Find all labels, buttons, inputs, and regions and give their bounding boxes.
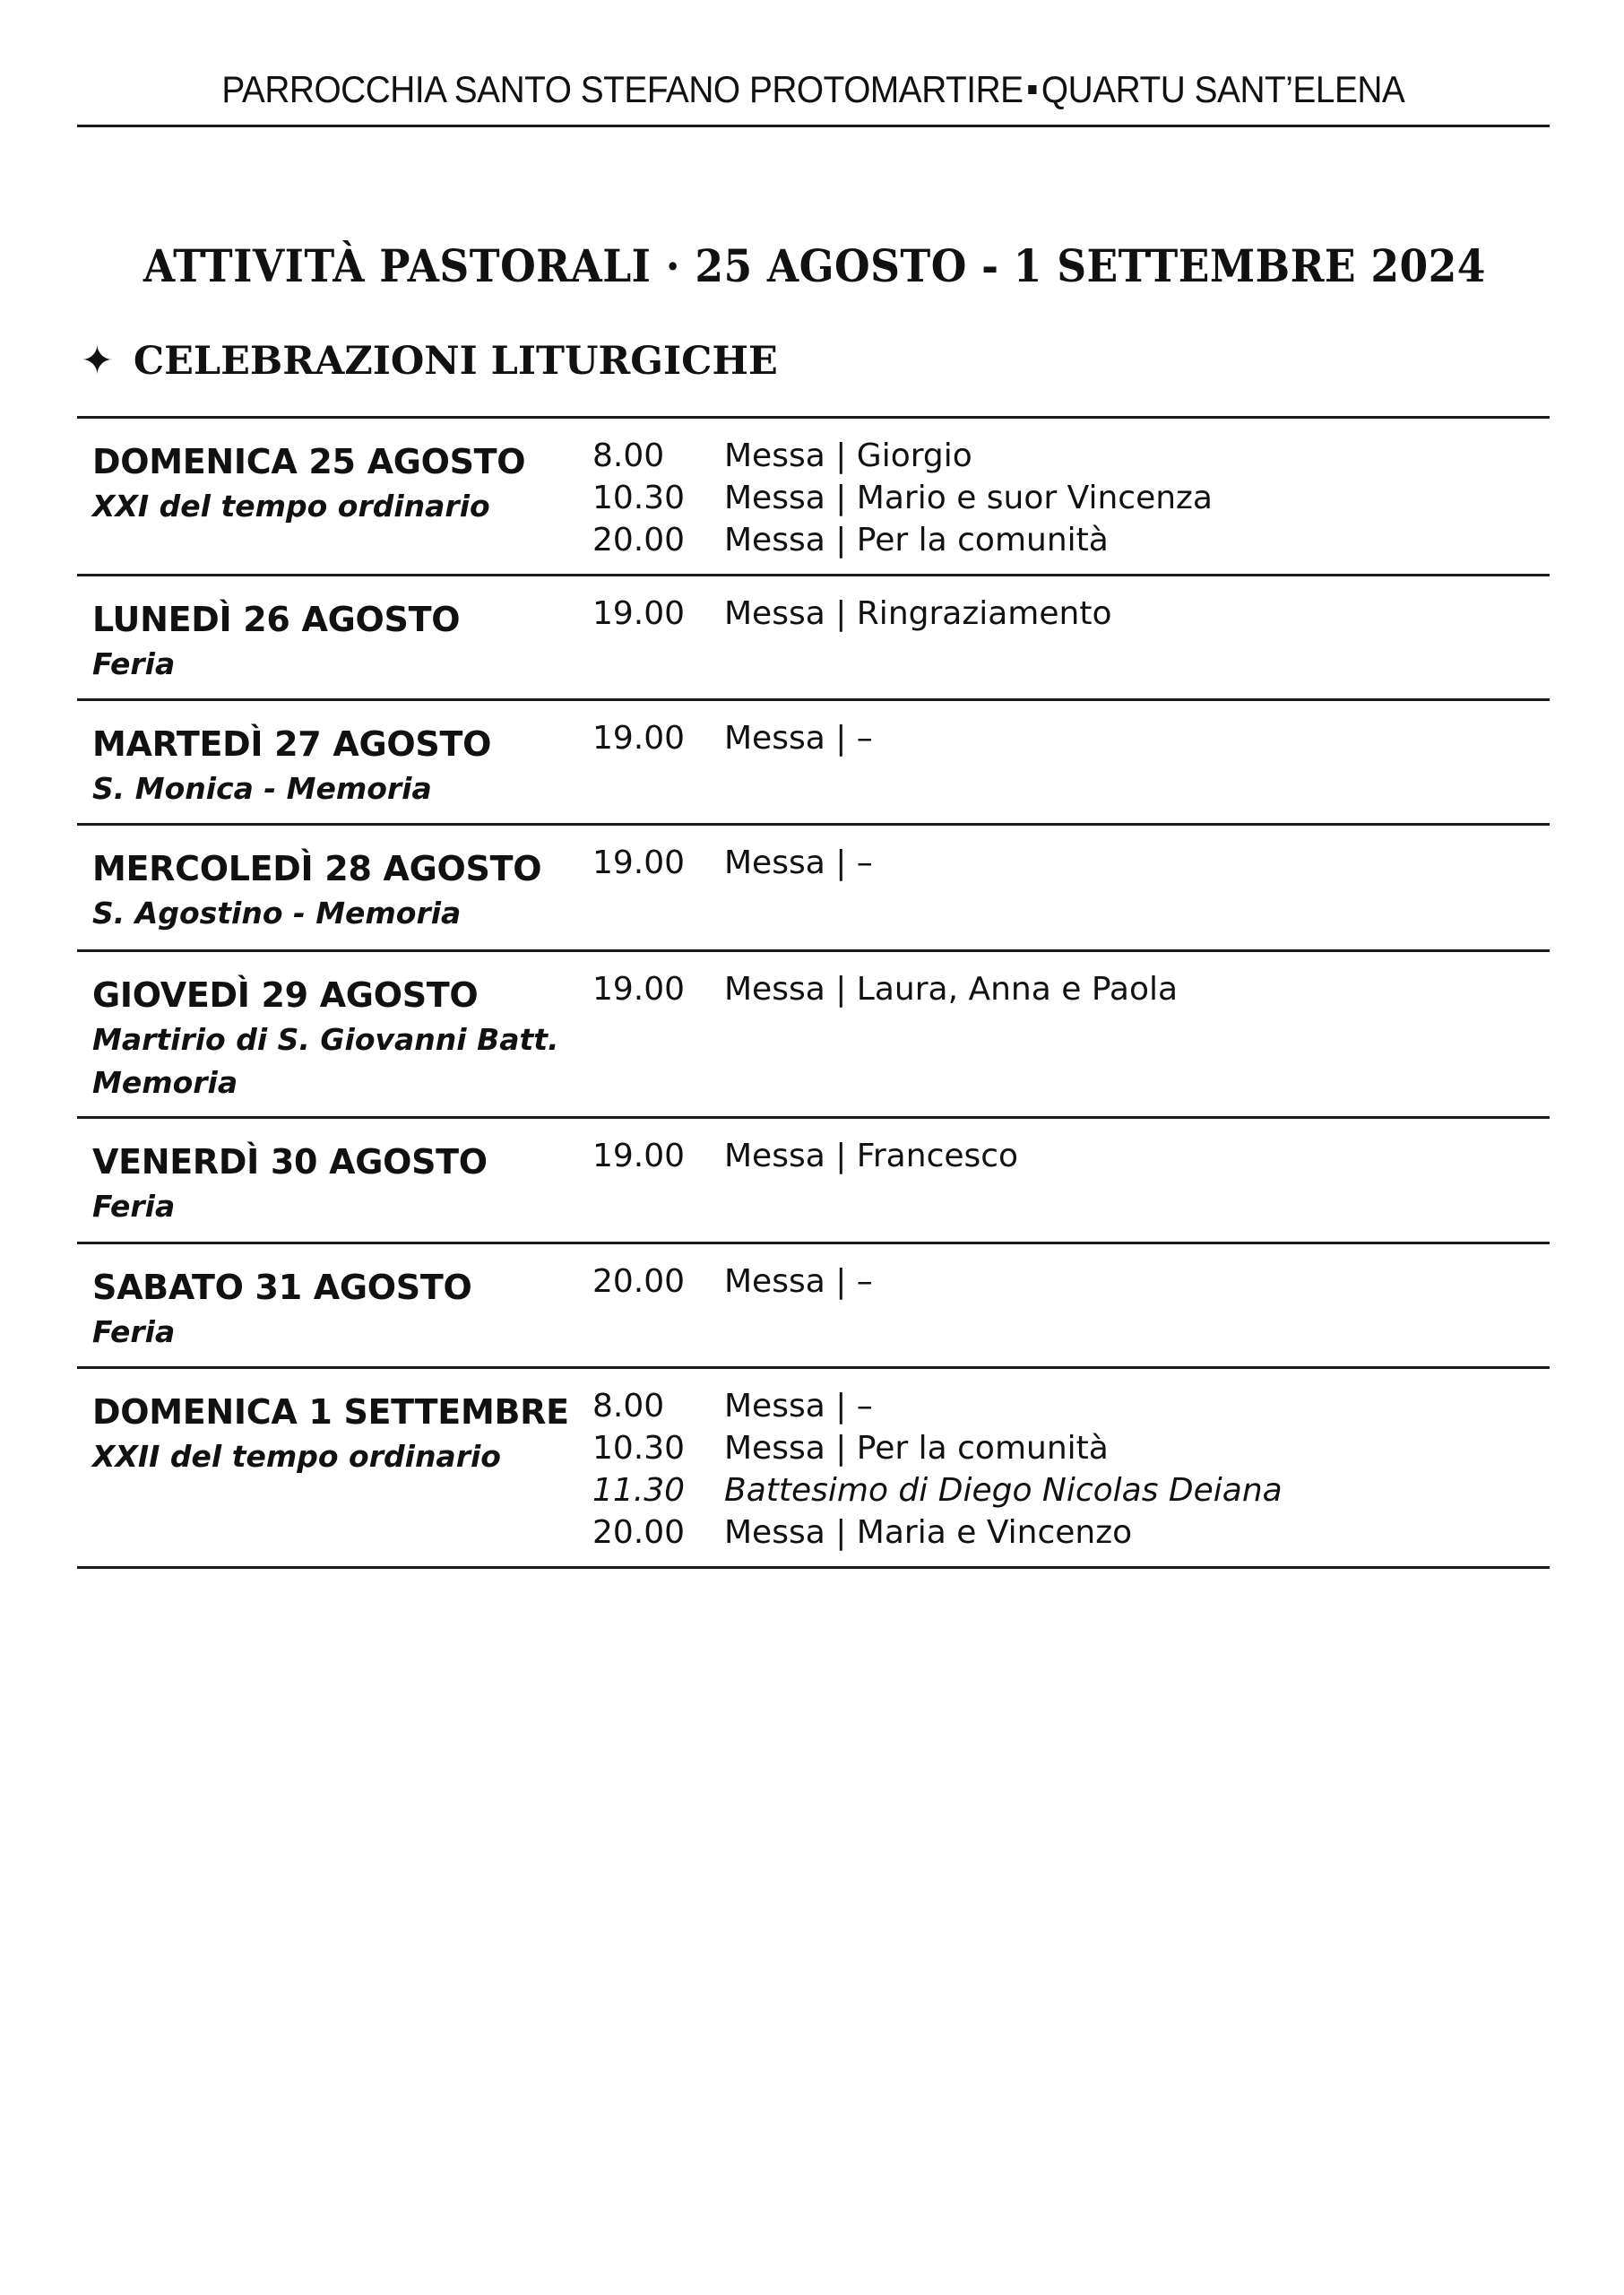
events-cell — [592, 842, 873, 884]
schedule-table — [77, 416, 1550, 1569]
town-name: QUARTU SANT’ELENA — [1041, 68, 1405, 110]
event-description: Messa | – — [724, 1263, 873, 1300]
events-cell — [592, 1385, 1283, 1554]
day-cell — [92, 1389, 576, 1478]
events-cell — [592, 435, 1213, 561]
event-description: Messa | Per la comunità — [724, 1430, 1109, 1467]
schedule-row — [77, 952, 1550, 1119]
page-title — [77, 235, 1550, 298]
day-name: MERCOLEDÌ 28 AGOSTO — [92, 849, 542, 888]
section-heading — [81, 330, 778, 393]
day-name: DOMENICA 25 AGOSTO — [92, 442, 526, 481]
page-title-text: ATTIVITÀ PASTORALI · 25 AGOSTO - 1 SETTEMBRE 2024 — [143, 239, 1486, 292]
schedule-row — [77, 1244, 1550, 1369]
event-time: 20.00 — [592, 1263, 686, 1300]
schedule-row — [77, 1119, 1550, 1244]
event-description: Messa | Ringraziamento — [724, 595, 1112, 632]
day-cell — [92, 972, 576, 1104]
event-time: 20.00 — [592, 522, 686, 559]
event-time: 11.30 — [592, 1472, 686, 1509]
event-time: 19.00 — [592, 595, 686, 632]
event-item — [592, 842, 873, 884]
day-name: VENERDÌ 30 AGOSTO — [92, 1142, 488, 1182]
event-time: 8.00 — [592, 1388, 665, 1425]
events-cell — [592, 1135, 1018, 1177]
schedule-row — [77, 1369, 1550, 1569]
schedule-row — [77, 701, 1550, 826]
parish-name: PARROCCHIA SANTO STEFANO PROTOMARTIRE — [221, 68, 1024, 110]
event-description: Messa | Francesco — [724, 1138, 1019, 1174]
page-header — [77, 61, 1550, 127]
schedule-row — [77, 419, 1550, 576]
event-item — [592, 1135, 1018, 1177]
day-cell — [92, 845, 576, 935]
event-time: 19.00 — [592, 1138, 686, 1174]
schedule-row — [77, 576, 1550, 701]
event-description: Messa | – — [724, 720, 873, 757]
day-cell — [92, 1264, 576, 1354]
event-description: Battesimo di Diego Nicolas Deiana — [724, 1472, 1283, 1509]
liturgical-note: XXII del tempo ordinario — [92, 1439, 501, 1474]
four-pointed-star-icon: ✦ — [81, 338, 114, 384]
events-cell — [592, 717, 873, 759]
event-description: Messa | Maria e Vincenzo — [724, 1514, 1133, 1551]
event-item — [592, 1427, 1283, 1469]
day-cell — [92, 438, 576, 528]
day-cell — [92, 596, 576, 686]
event-time: 10.30 — [592, 480, 686, 516]
event-time: 20.00 — [592, 1514, 686, 1551]
event-item — [592, 477, 1213, 519]
event-item — [592, 435, 1213, 477]
event-time: 10.30 — [592, 1430, 686, 1467]
liturgical-note: S. Agostino - Memoria — [92, 896, 462, 931]
liturgical-note: S. Monica - Memoria — [92, 771, 432, 806]
day-name: GIOVEDÌ 29 AGOSTO — [92, 975, 479, 1015]
event-description: Messa | Per la comunità — [724, 522, 1109, 559]
day-name: MARTEDÌ 27 AGOSTO — [92, 724, 492, 764]
event-item — [592, 717, 873, 759]
event-time: 19.00 — [592, 971, 686, 1008]
liturgical-note: Feria — [92, 1189, 176, 1224]
event-description: Messa | – — [724, 844, 873, 881]
liturgical-note: Memoria — [92, 1065, 238, 1100]
events-cell — [592, 1260, 873, 1303]
event-item — [592, 1385, 1283, 1427]
day-cell — [92, 721, 576, 810]
day-cell — [92, 1139, 576, 1228]
square-separator-icon — [1028, 85, 1036, 94]
event-item — [592, 593, 1111, 635]
event-item — [592, 1260, 873, 1303]
event-time: 19.00 — [592, 844, 686, 881]
event-item — [592, 968, 1178, 1010]
event-item — [592, 1469, 1283, 1511]
event-item — [592, 1511, 1283, 1554]
event-time: 19.00 — [592, 720, 686, 757]
event-time: 8.00 — [592, 437, 665, 474]
day-name: LUNEDÌ 26 AGOSTO — [92, 600, 461, 639]
liturgical-note: Feria — [92, 646, 176, 681]
event-description: Messa | Laura, Anna e Paola — [724, 971, 1179, 1008]
event-item — [592, 519, 1213, 561]
events-cell — [592, 968, 1178, 1010]
events-cell — [592, 593, 1111, 635]
liturgical-note: Martirio di S. Giovanni Batt. — [92, 1022, 559, 1057]
liturgical-note: Feria — [92, 1314, 176, 1349]
section-title: CELEBRAZIONI LITURGICHE — [133, 339, 778, 384]
event-description: Messa | Mario e suor Vincenza — [724, 480, 1213, 516]
event-description: Messa | – — [724, 1388, 873, 1425]
day-name: DOMENICA 1 SETTEMBRE — [92, 1392, 569, 1432]
schedule-row — [77, 826, 1550, 952]
liturgical-note: XXI del tempo ordinario — [92, 489, 490, 524]
day-name: SABATO 31 AGOSTO — [92, 1268, 472, 1307]
event-description: Messa | Giorgio — [724, 437, 972, 474]
